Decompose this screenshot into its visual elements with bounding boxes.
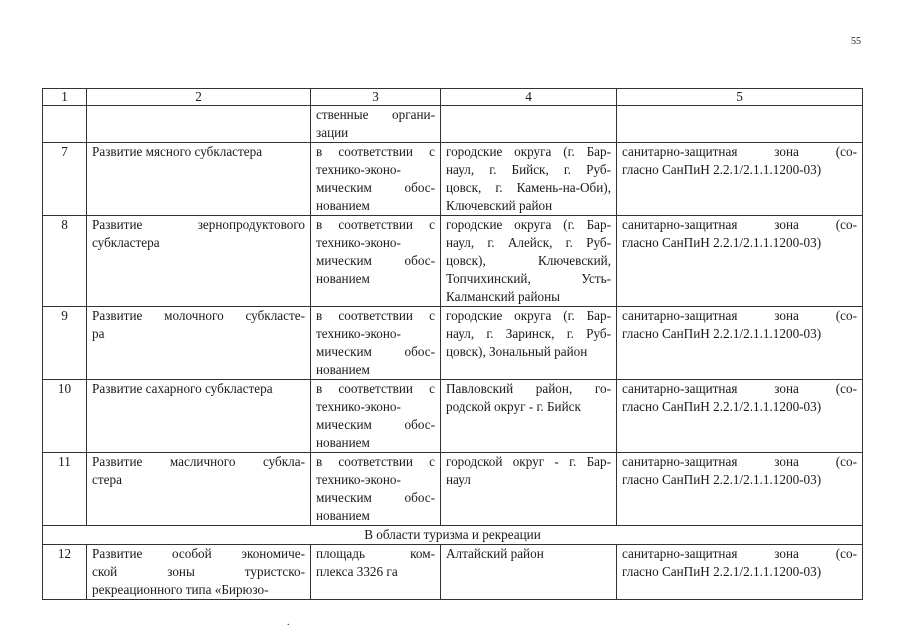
cell-line: санитарно-защитная зона (со- [622, 217, 857, 232]
planning-table [42, 88, 863, 600]
parameters-cell [311, 380, 441, 453]
parameters-cell [311, 216, 441, 307]
table-row [43, 106, 863, 143]
cell-line: Развитие особой экономиче- [92, 546, 305, 561]
cell-line: Развитие зернопродуктового [92, 217, 305, 232]
location-cell [441, 307, 617, 380]
zone-cell [617, 307, 863, 380]
zone-cell [617, 143, 863, 216]
cell-line: технико-эконо- [316, 326, 401, 341]
object-name-cell [87, 380, 311, 453]
cell-line: городские округа (г. Бар- [446, 308, 611, 323]
cell-line: субкластера [92, 235, 160, 250]
cell-line: гласно СанПиН 2.2.1/2.1.1.1200-03) [622, 472, 822, 487]
cell-line: Калманский районы [446, 289, 561, 304]
parameters-cell [311, 545, 441, 600]
cell-line: плекса 3326 га [316, 564, 398, 579]
row-number: 11 [43, 453, 87, 526]
cell-line: санитарно-защитная зона (со- [622, 308, 857, 323]
cell-line: Развитие масличного субкла- [92, 454, 305, 469]
cell-line: Развитие мясного субкластера [92, 144, 263, 159]
cell-line: городские округа (г. Бар- [446, 217, 611, 232]
parameters-cell [311, 106, 441, 143]
parameters-cell [311, 307, 441, 380]
cell-line: наул, г. Бийск, г. Руб- [446, 162, 611, 177]
cell-line: наул, г. Алейск, г. Руб- [446, 235, 611, 250]
cell-line: Развитие молочного субкласте- [92, 308, 305, 323]
zone-cell [617, 545, 863, 600]
cell-line: рекреационного типа «Бирюзо- [92, 582, 269, 597]
table-header-row [43, 89, 863, 106]
object-name-cell [87, 453, 311, 526]
parameters-cell [311, 453, 441, 526]
section-title: В области туризма и рекреации [43, 526, 863, 545]
row-number: 8 [43, 216, 87, 307]
cell-line: гласно СанПиН 2.2.1/2.1.1.1200-03) [622, 399, 822, 414]
cell-line: наул, г. Заринск, г. Руб- [446, 326, 611, 341]
cell-line: цовск), Ключевский, [446, 253, 611, 268]
cell-line: нованием [316, 271, 370, 286]
cell-line: ской зоны туристско- [92, 564, 305, 579]
cell-line: стера [92, 472, 122, 487]
object-name-cell [87, 106, 311, 143]
table-row [43, 545, 863, 600]
cell-line: технико-эконо- [316, 162, 401, 177]
row-number: 9 [43, 307, 87, 380]
table-row [43, 453, 863, 526]
cell-line: технико-эконо- [316, 472, 401, 487]
header-cell-1: 1 [43, 89, 87, 106]
location-cell [441, 380, 617, 453]
cell-line: в соответствии с [316, 217, 435, 232]
cell-line: технико-эконо- [316, 399, 401, 414]
cell-line: наул [446, 472, 471, 487]
section-row [43, 526, 863, 545]
zone-cell [617, 453, 863, 526]
cell-line: нованием [316, 362, 370, 377]
cell-line: мическим обос- [316, 417, 435, 432]
cell-line: гласно СанПиН 2.2.1/2.1.1.1200-03) [622, 162, 822, 177]
row-number: 7 [43, 143, 87, 216]
cell-line: гласно СанПиН 2.2.1/2.1.1.1200-03) [622, 235, 822, 250]
cell-line: мическим обос- [316, 344, 435, 359]
zone-cell [617, 216, 863, 307]
cell-line: в соответствии с [316, 381, 435, 396]
header-cell-3: 3 [311, 89, 441, 106]
cell-line: городской округ - г. Бар- [446, 454, 611, 469]
object-name-cell [87, 216, 311, 307]
table-row [43, 380, 863, 453]
cell-line: мическим обос- [316, 180, 435, 195]
zone-cell [617, 380, 863, 453]
cell-line: Алтайский район [446, 546, 544, 561]
table-row [43, 307, 863, 380]
parameters-cell [311, 143, 441, 216]
cell-line: цовск, г. Камень-на-Оби), [446, 180, 611, 195]
cell-line: мическим обос- [316, 490, 435, 505]
cell-line: в соответствии с [316, 144, 435, 159]
zone-cell [617, 106, 863, 143]
header-cell-4: 4 [441, 89, 617, 106]
cell-line: в соответствии с [316, 454, 435, 469]
cell-line: гласно СанПиН 2.2.1/2.1.1.1200-03) [622, 564, 822, 579]
cell-line: родской округ - г. Бийск [446, 399, 581, 414]
row-number [43, 106, 87, 143]
object-name-cell [87, 307, 311, 380]
object-name-cell [87, 545, 311, 600]
cell-line: Ключевский район [446, 198, 553, 213]
cell-line: ственные органи- [316, 107, 435, 122]
cell-line: нованием [316, 508, 370, 523]
cell-line: площадь ком- [316, 546, 435, 561]
object-name-cell [87, 143, 311, 216]
header-cell-5: 5 [617, 89, 863, 106]
cell-line: санитарно-защитная зона (со- [622, 454, 857, 469]
cell-line: мическим обос- [316, 253, 435, 268]
cell-line: Павловский район, го- [446, 381, 611, 396]
cell-line: цовск), Зональный район [446, 344, 588, 359]
row-number: 12 [43, 545, 87, 600]
cell-line: нованием [316, 198, 370, 213]
header-cell-2: 2 [87, 89, 311, 106]
location-cell [441, 106, 617, 143]
table-row [43, 143, 863, 216]
cell-line: гласно СанПиН 2.2.1/2.1.1.1200-03) [622, 326, 822, 341]
stray-mark: . [287, 617, 290, 628]
cell-line: санитарно-защитная зона (со- [622, 144, 857, 159]
location-cell [441, 545, 617, 600]
row-number: 10 [43, 380, 87, 453]
table-row [43, 216, 863, 307]
cell-line: в соответствии с [316, 308, 435, 323]
cell-line: ра [92, 326, 105, 341]
cell-line: технико-эконо- [316, 235, 401, 250]
cell-line: санитарно-защитная зона (со- [622, 546, 857, 561]
location-cell [441, 143, 617, 216]
location-cell [441, 216, 617, 307]
cell-line: Топчихинский, Усть- [446, 271, 611, 286]
location-cell [441, 453, 617, 526]
cell-line: нованием [316, 435, 370, 450]
page-number: 55 [851, 36, 861, 47]
cell-line: Развитие сахарного субкластера [92, 381, 273, 396]
cell-line: городские округа (г. Бар- [446, 144, 611, 159]
cell-line: зации [316, 125, 349, 140]
cell-line: санитарно-защитная зона (со- [622, 381, 857, 396]
